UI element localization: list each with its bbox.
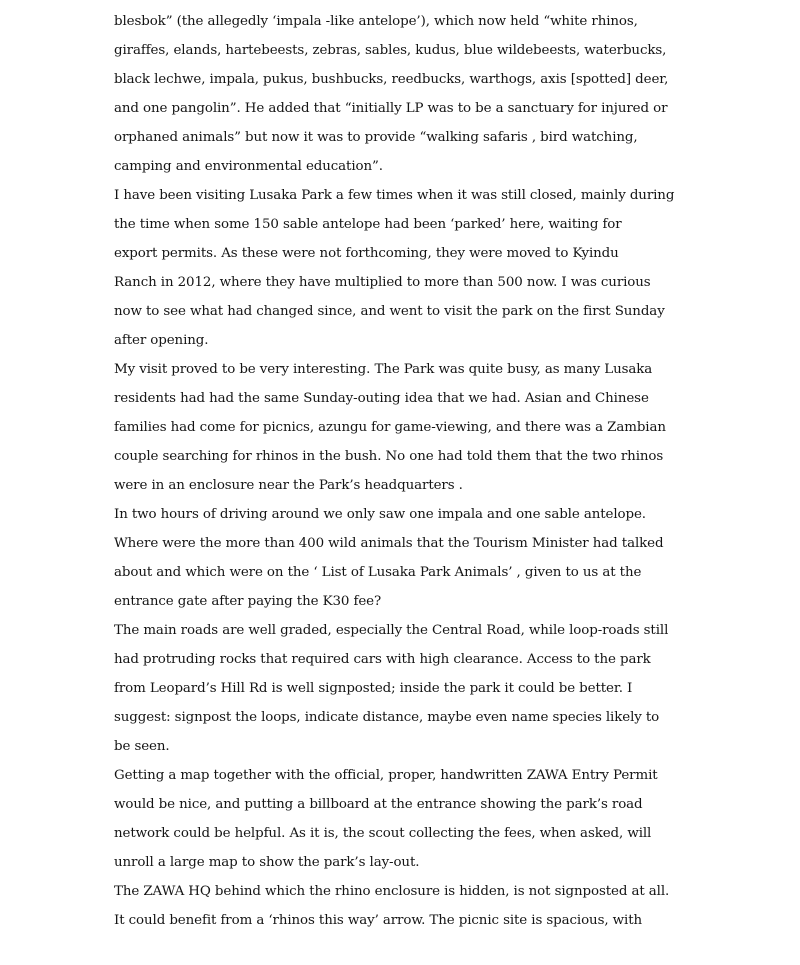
text-line: The ZAWA HQ behind which the rhino enclosure is hidden, is not signposted at all.: [114, 884, 670, 899]
text-line: be seen.: [114, 739, 170, 754]
text-line: My visit proved to be very interesting. The Park was quite busy, as many Lusaka: [114, 362, 653, 377]
text-line: blesbok” (the allegedly ‘impala -like antelope’), which now held “white rhinos,: [114, 14, 638, 29]
text-line: The main roads are well graded, especially the Central Road, while loop-roads still: [114, 623, 669, 638]
text-line: the time when some 150 sable antelope had been ‘parked’ here, waiting for: [114, 217, 622, 232]
text-line: orphaned animals” but now it was to provide “walking safaris , bird watching,: [114, 130, 638, 145]
text-line: and one pangolin”. He added that “initially LP was to be a sanctuary for injured or: [114, 101, 668, 116]
text-line: suggest: signpost the loops, indicate distance, maybe even name species likely to: [114, 710, 660, 725]
text-line: network could be helpful. As it is, the scout collecting the fees, when asked, will: [114, 826, 652, 841]
text-line: giraffes, elands, hartebeests, zebras, sables, kudus, blue wildebeests, waterbucks,: [114, 43, 667, 58]
text-line: residents had had the same Sunday-outing idea that we had. Asian and Chinese: [114, 391, 649, 406]
text-line: now to see what had changed since, and went to visit the park on the first Sunday: [114, 304, 665, 319]
text-line: from Leopard’s Hill Rd is well signposted; inside the park it could be better. I: [114, 681, 633, 696]
text-line: entrance gate after paying the K30 fee?: [114, 594, 382, 609]
text-line: Getting a map together with the official, proper, handwritten ZAWA Entry Permit: [114, 768, 658, 783]
text-line: export permits. As these were not forthcoming, they were moved to Kyindu: [114, 246, 619, 261]
document-page: [114, 7, 675, 935]
text-line: families had come for picnics, azungu for game-viewing, and there was a Zambian: [114, 420, 666, 435]
text-line: about and which were on the ‘ List of Lusaka Park Animals’ , given to us at the: [114, 565, 642, 580]
text-line: camping and environmental education”.: [114, 159, 383, 174]
text-line: black lechwe, impala, pukus, bushbucks, reedbucks, warthogs, axis [spotted] deer,: [114, 72, 669, 87]
text-line: It could benefit from a ‘rhinos this way’ arrow. The picnic site is spacious, with: [114, 913, 643, 928]
text-line: after opening.: [114, 333, 209, 348]
text-line: had protruding rocks that required cars with high clearance. Access to the park: [114, 652, 651, 667]
text-line: couple searching for rhinos in the bush. No one had told them that the two rhinos: [114, 449, 664, 464]
text-line: Ranch in 2012, where they have multiplied to more than 500 now. I was curious: [114, 275, 651, 290]
text-line: unroll a large map to show the park’s lay-out.: [114, 855, 420, 870]
text-line: would be nice, and putting a billboard at the entrance showing the park’s road: [114, 797, 643, 812]
text-line: Where were the more than 400 wild animals that the Tourism Minister had talked: [114, 536, 664, 551]
text-line: were in an enclosure near the Park’s headquarters .: [114, 478, 463, 493]
text-line: In two hours of driving around we only saw one impala and one sable antelope.: [114, 507, 646, 522]
text-line: I have been visiting Lusaka Park a few times when it was still closed, mainly during: [114, 188, 675, 203]
